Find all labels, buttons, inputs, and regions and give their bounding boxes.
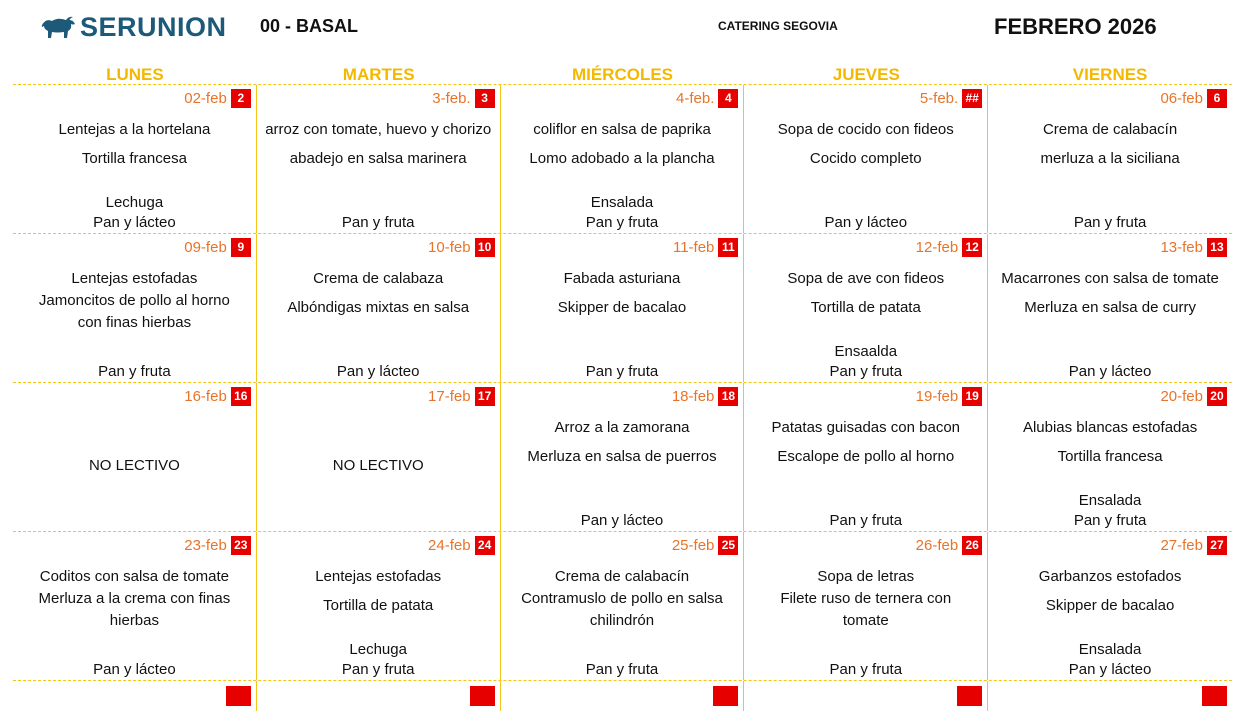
day-number-badge: 18 (718, 387, 738, 406)
date-line (920, 89, 982, 108)
date-line (184, 89, 251, 108)
day-number-badge: 27 (1207, 536, 1227, 555)
date-text: 10-feb (428, 239, 471, 256)
weekday-tuesday: MARTES (342, 65, 415, 84)
date-line (184, 387, 251, 406)
second-course: Escalope de pollo al horno (777, 448, 955, 465)
date-text: 11-feb (672, 239, 715, 256)
dessert: Pan y fruta (585, 214, 659, 231)
date-text: 20-feb (1160, 388, 1203, 405)
day-number-badge: ## (962, 89, 982, 108)
second-course: merluza a la siciliana (1040, 150, 1180, 167)
day-number-badge: 26 (962, 536, 982, 555)
day-cell (13, 383, 257, 531)
dessert: Pan y fruta (829, 661, 903, 678)
date-line (1160, 89, 1227, 108)
empty-cell (257, 681, 501, 711)
dessert: Pan y lácteo (580, 512, 664, 529)
week-row (13, 234, 1232, 383)
dessert: Pan y fruta (585, 661, 659, 678)
date-line (1160, 238, 1227, 257)
dessert: Pan y lácteo (336, 363, 420, 380)
day-cell (257, 383, 501, 531)
dessert: Pan y fruta (1073, 512, 1147, 529)
date-line (184, 238, 251, 257)
dessert: Pan y fruta (1073, 214, 1147, 231)
second-course: Tortilla de patata (810, 299, 921, 316)
dessert: Pan y lácteo (1068, 363, 1152, 380)
empty-cell (744, 681, 988, 711)
day-cell (988, 383, 1232, 531)
second-course: Merluza en salsa de curry (1024, 299, 1196, 316)
day-number-badge: 2 (231, 89, 251, 108)
first-course: Arroz a la zamorana (554, 419, 690, 436)
day-badge (226, 686, 251, 706)
day-badge (470, 686, 495, 706)
day-number-badge: 3 (475, 89, 495, 108)
date-line (428, 387, 495, 406)
day-cell (257, 532, 501, 680)
day-number-badge: 12 (962, 238, 982, 257)
day-number-badge: 17 (475, 387, 495, 406)
weekday-header-row (13, 62, 1232, 85)
bull-logo-icon (40, 15, 76, 41)
month-title: FEBRERO 2026 (994, 14, 1157, 39)
empty-week-row (13, 681, 1232, 711)
date-text: 18-feb (671, 388, 715, 405)
second-course: Jamoncitos de pollo al horno con finas hierbas (38, 292, 230, 331)
day-cell (501, 234, 745, 382)
day-number-badge: 11 (718, 238, 738, 257)
day-cell (13, 234, 257, 382)
day-cell (744, 234, 988, 382)
side-dish: Ensaalda (834, 343, 898, 360)
first-course: Crema de calabacín (554, 568, 690, 585)
second-course: Merluza a la crema con finas hierbas (38, 590, 231, 629)
day-cell (501, 532, 745, 680)
day-cell (744, 383, 988, 531)
page-header (0, 0, 1257, 58)
date-text: 3-feb. (432, 90, 471, 107)
dessert: Pan y fruta (341, 214, 415, 231)
dessert: Pan y fruta (829, 363, 903, 380)
date-line (428, 536, 495, 555)
closed-day-label: NO LECTIVO (332, 457, 424, 474)
day-number-badge: 19 (962, 387, 982, 406)
first-course: Garbanzos estofados (1038, 568, 1182, 585)
side-dish: Lechuga (105, 194, 164, 211)
date-line (672, 536, 739, 555)
second-course: abadejo en salsa marinera (289, 150, 467, 167)
day-number-badge: 6 (1207, 89, 1227, 108)
week-row (13, 383, 1232, 532)
second-course: Tortilla de patata (323, 597, 434, 614)
day-cell (501, 85, 745, 233)
side-dish: Ensalada (1078, 641, 1142, 658)
first-course: Patatas guisadas con bacon (771, 419, 961, 436)
logo-text: SERUNION (80, 12, 227, 42)
second-course: Tortilla francesa (81, 150, 187, 167)
dessert: Pan y fruta (585, 363, 659, 380)
weekday-wednesday: MIÉRCOLES (571, 65, 674, 84)
date-line (672, 387, 739, 406)
dessert: Pan y lácteo (93, 214, 176, 231)
day-number-badge: 4 (718, 89, 738, 108)
first-course: Sopa de letras (817, 568, 915, 585)
date-text: 19-feb (915, 388, 959, 405)
day-number-badge: 13 (1207, 238, 1227, 257)
logo (40, 12, 227, 43)
empty-cell (501, 681, 745, 711)
date-text: 27-feb (1160, 537, 1203, 554)
day-cell (988, 85, 1232, 233)
day-number-badge: 24 (475, 536, 495, 555)
day-cell (744, 532, 988, 680)
first-course: Sopa de cocido con fideos (777, 121, 954, 138)
dessert: Pan y fruta (829, 512, 903, 529)
weekday-monday: LUNES (106, 65, 164, 84)
week-row (13, 532, 1232, 681)
day-cell (988, 234, 1232, 382)
date-line (676, 89, 738, 108)
second-course: Contramuslo de pollo en salsa chilindrón (521, 590, 723, 629)
day-cell (257, 85, 501, 233)
date-line (428, 238, 495, 257)
empty-cell (988, 681, 1232, 711)
date-line (916, 238, 983, 257)
date-text: 16-feb (184, 388, 227, 405)
empty-cell (13, 681, 257, 711)
menu-calendar (13, 62, 1232, 711)
date-line (184, 536, 251, 555)
dessert: Pan y fruta (341, 661, 415, 678)
date-text: 12-feb (915, 239, 959, 256)
date-text: 06-feb (1160, 90, 1203, 107)
day-cell (988, 532, 1232, 680)
menu-code: 00 - BASAL (260, 16, 359, 36)
date-text: 5-feb. (919, 90, 959, 107)
first-course: arroz con tomate, huevo y chorizo (265, 121, 492, 138)
date-text: 17-feb (428, 388, 471, 405)
second-course: Cocido completo (809, 150, 922, 167)
second-course: Skipper de bacalao (1045, 597, 1175, 614)
week-row (13, 85, 1232, 234)
date-text: 24-feb (428, 537, 471, 554)
day-cell (13, 85, 257, 233)
first-course: coliflor en salsa de paprika (533, 121, 711, 138)
first-course: Crema de calabaza (313, 270, 444, 287)
date-text: 02-feb (184, 90, 227, 107)
day-number-badge: 23 (231, 536, 251, 555)
closed-day-label: NO LECTIVO (88, 457, 180, 474)
first-course: Alubias blancas estofadas (1022, 419, 1198, 436)
side-dish: Ensalada (1078, 492, 1142, 509)
date-text: 09-feb (184, 239, 227, 256)
second-course: Skipper de bacalao (557, 299, 687, 316)
catering-label: CATERING SEGOVIA (718, 19, 838, 33)
first-course: Crema de calabacín (1042, 121, 1178, 138)
date-line (1160, 536, 1227, 555)
first-course: Lentejas estofadas (315, 568, 442, 585)
second-course: Merluza en salsa de puerros (527, 448, 717, 465)
date-text: 23-feb (184, 537, 227, 554)
first-course: Lentejas a la hortelana (58, 121, 211, 138)
second-course: Lomo adobado a la plancha (529, 150, 715, 167)
day-badge (957, 686, 982, 706)
date-text: 4-feb. (676, 90, 715, 107)
day-badge (1202, 686, 1227, 706)
dessert: Pan y lácteo (1068, 661, 1152, 678)
dessert: Pan y lácteo (824, 214, 908, 231)
first-course: Coditos con salsa de tomate (39, 568, 230, 585)
second-course: Filete ruso de ternera con tomate (780, 590, 952, 629)
day-badge (713, 686, 738, 706)
date-line (916, 387, 983, 406)
date-line (916, 536, 983, 555)
day-number-badge: 10 (475, 238, 495, 257)
day-cell (501, 383, 745, 531)
weekday-thursday: JUEVES (832, 65, 900, 84)
date-line (432, 89, 494, 108)
day-number-badge: 16 (231, 387, 251, 406)
date-line (1160, 387, 1227, 406)
first-course: Macarrones con salsa de tomate (1001, 270, 1219, 287)
day-cell (744, 85, 988, 233)
dessert: Pan y lácteo (93, 661, 176, 678)
side-dish: Ensalada (590, 194, 654, 211)
second-course: Albóndigas mixtas en salsa (287, 299, 470, 316)
day-number-badge: 9 (231, 238, 251, 257)
second-course: Tortilla francesa (1057, 448, 1163, 465)
date-text: 13-feb (1160, 239, 1203, 256)
day-number-badge: 20 (1207, 387, 1227, 406)
day-number-badge: 25 (718, 536, 738, 555)
first-course: Sopa de ave con fideos (787, 270, 945, 287)
first-course: Fabada asturiana (563, 270, 681, 287)
first-course: Lentejas estofadas (71, 270, 198, 287)
date-text: 25-feb (671, 537, 715, 554)
day-cell (13, 532, 257, 680)
dessert: Pan y fruta (98, 363, 171, 380)
weekday-friday: VIERNES (1072, 65, 1148, 84)
date-line (673, 238, 738, 257)
side-dish: Lechuga (349, 641, 407, 658)
date-text: 26-feb (915, 537, 959, 554)
day-cell (257, 234, 501, 382)
